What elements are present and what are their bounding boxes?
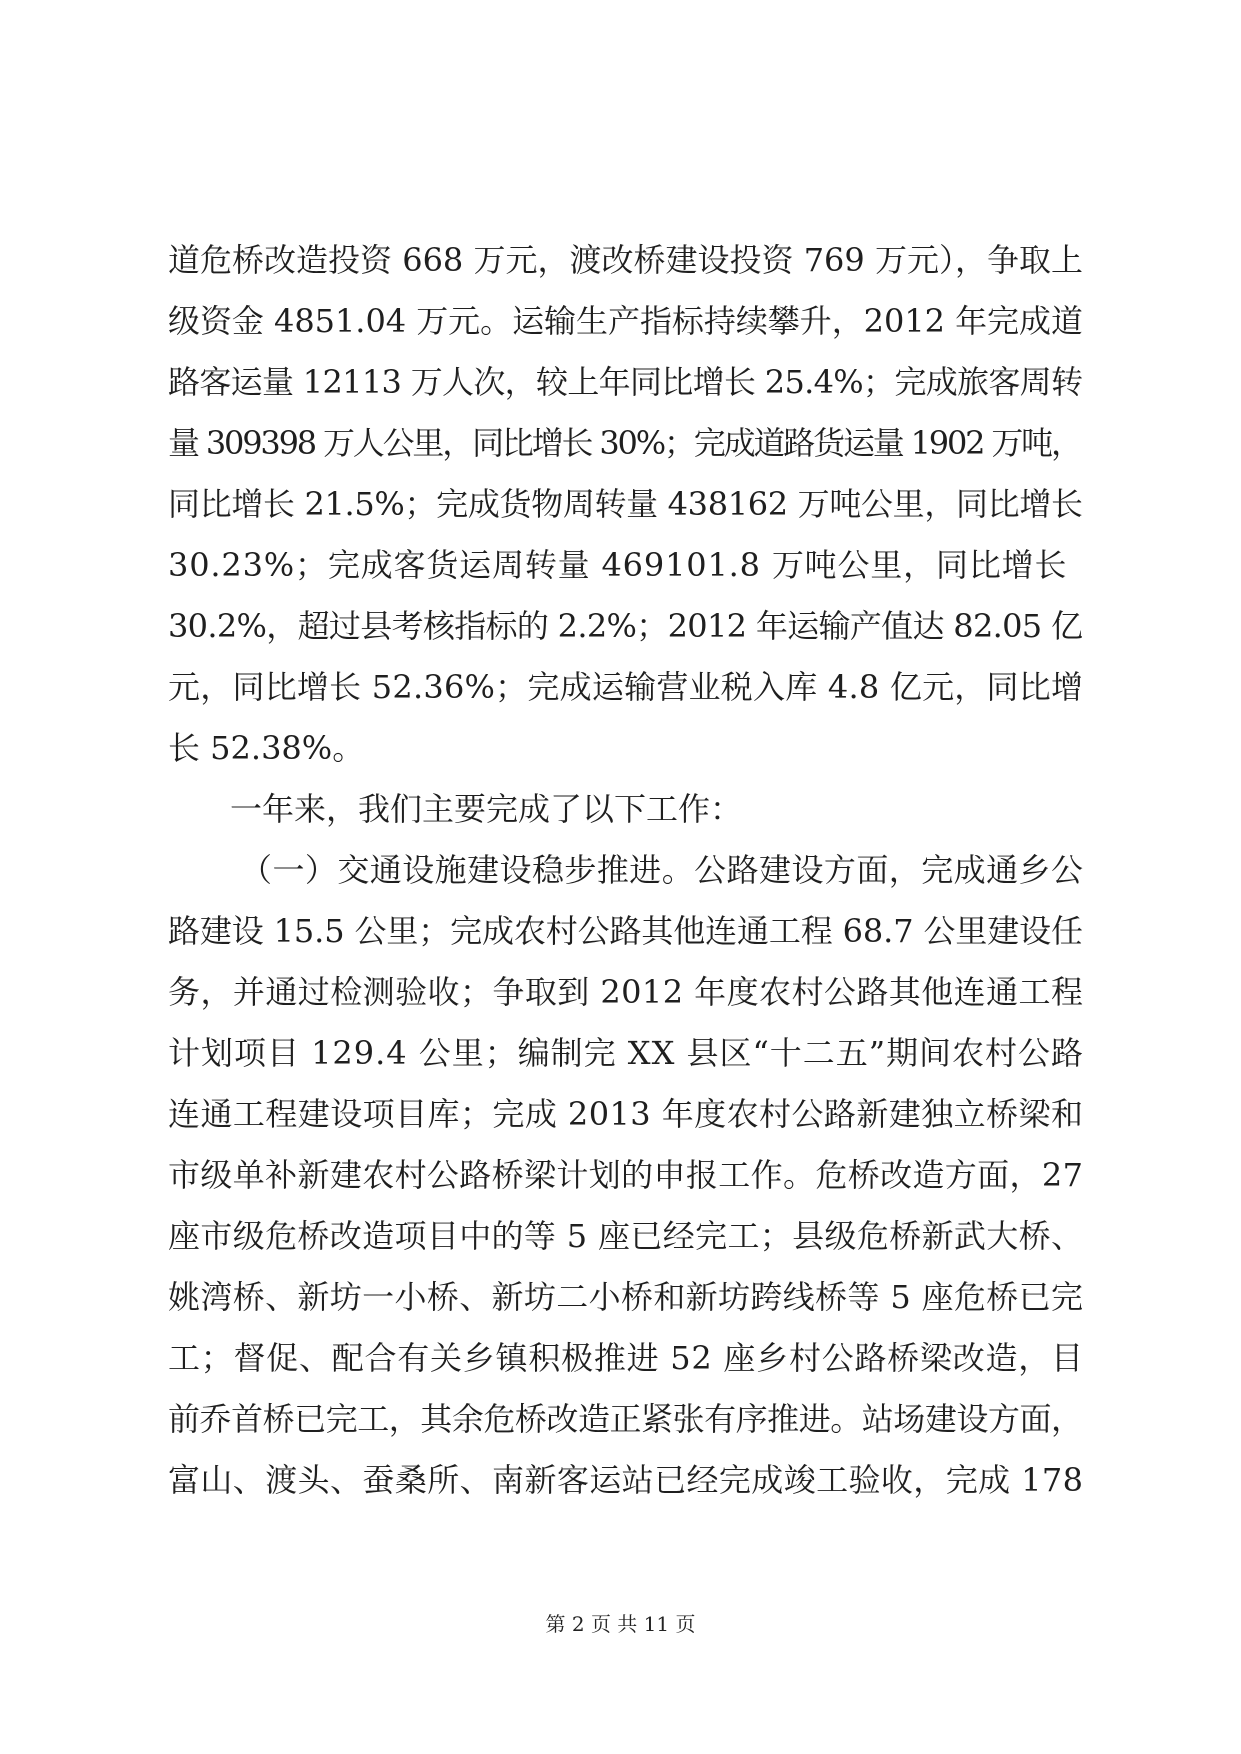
document-body — [168, 230, 1083, 1511]
text-line-content: 座市级危桥改造项目中的等 5 座已经完工；县级危桥新武大桥、 — [168, 1217, 1084, 1255]
text-line-content: 同比增长 21.5%；完成货物周转量 438162 万吨公里，同比增长 — [168, 485, 1083, 523]
text-line-content: 计划项目 129.4 公里；编制完 XX 县区“十二五”期间农村公路 — [168, 1034, 1084, 1072]
text-line-content: 元，同比增长 52.36%；完成运输营业税入库 4.8 亿元，同比增 — [168, 668, 1084, 706]
text-line — [168, 1084, 1083, 1145]
text-line — [168, 474, 1083, 535]
text-line-content: 务，并通过检测验收；争取到 2012 年度农村公路其他连通工程 — [168, 973, 1084, 1011]
text-line — [168, 1267, 1083, 1328]
text-line — [168, 1023, 1083, 1084]
text-line-content: 量 309398 万人公里，同比增长 30%；完成道路货运量 1902 万吨， — [168, 424, 1081, 462]
text-line-content: 姚湾桥、新坊一小桥、新坊二小桥和新坊跨线桥等 5 座危桥已完 — [168, 1278, 1084, 1316]
text-line — [168, 718, 1083, 779]
text-line-content: 工；督促、配合有关乡镇积极推进 52 座乡村公路桥梁改造，目 — [168, 1339, 1084, 1377]
text-line — [168, 962, 1083, 1023]
text-line-content: 道危桥改造投资 668 万元，渡改桥建设投资 769 万元），争取上 — [168, 241, 1083, 279]
text-line — [168, 596, 1083, 657]
text-line — [168, 901, 1083, 962]
text-line-content: （一）交通设施建设稳步推进。公路建设方面，完成通乡公 — [240, 851, 1084, 889]
text-line-content: 长 52.38%。 — [168, 729, 365, 767]
text-line-content: 级资金 4851.04 万元。运输生产指标持续攀升，2012 年完成道 — [168, 302, 1083, 340]
text-line — [168, 1206, 1083, 1267]
text-line — [168, 352, 1083, 413]
text-line-content: 30.23%；完成客货运周转量 469101.8 万吨公里，同比增长 — [168, 546, 1068, 584]
text-line-content: 富山、渡头、蚕桑所、南新客运站已经完成竣工验收，完成 178 — [168, 1461, 1084, 1499]
text-line-content: 30.2%，超过县考核指标的 2.2%；2012 年运输产值达 82.05 亿 — [168, 607, 1083, 645]
page-number: 第 2 页 共 11 页 — [545, 1612, 696, 1636]
text-line — [168, 1450, 1083, 1511]
text-line — [168, 230, 1083, 291]
text-line — [168, 657, 1083, 718]
text-line-content: 路客运量 12113 万人次，较上年同比增长 25.4%；完成旅客周转 — [168, 363, 1083, 401]
text-line — [168, 1328, 1083, 1389]
text-line — [168, 535, 1083, 596]
text-line-content: 一年来，我们主要完成了以下工作： — [230, 790, 743, 828]
text-line — [168, 779, 1083, 840]
text-line — [168, 1389, 1083, 1450]
text-line — [168, 413, 1083, 474]
text-line-content: 市级单补新建农村公路桥梁计划的申报工作。危桥改造方面，27 — [168, 1156, 1084, 1194]
text-line — [168, 291, 1083, 352]
section-heading-line — [168, 840, 1083, 901]
text-line-content: 连通工程建设项目库；完成 2013 年度农村公路新建独立桥梁和 — [168, 1095, 1084, 1133]
text-line-content: 前乔首桥已完工，其余危桥改造正紧张有序推进。站场建设方面， — [168, 1400, 1083, 1438]
text-line — [168, 1145, 1083, 1206]
text-line-content: 路建设 15.5 公里；完成农村公路其他连通工程 68.7 公里建设任 — [168, 912, 1083, 950]
page-footer — [0, 1608, 1241, 1637]
